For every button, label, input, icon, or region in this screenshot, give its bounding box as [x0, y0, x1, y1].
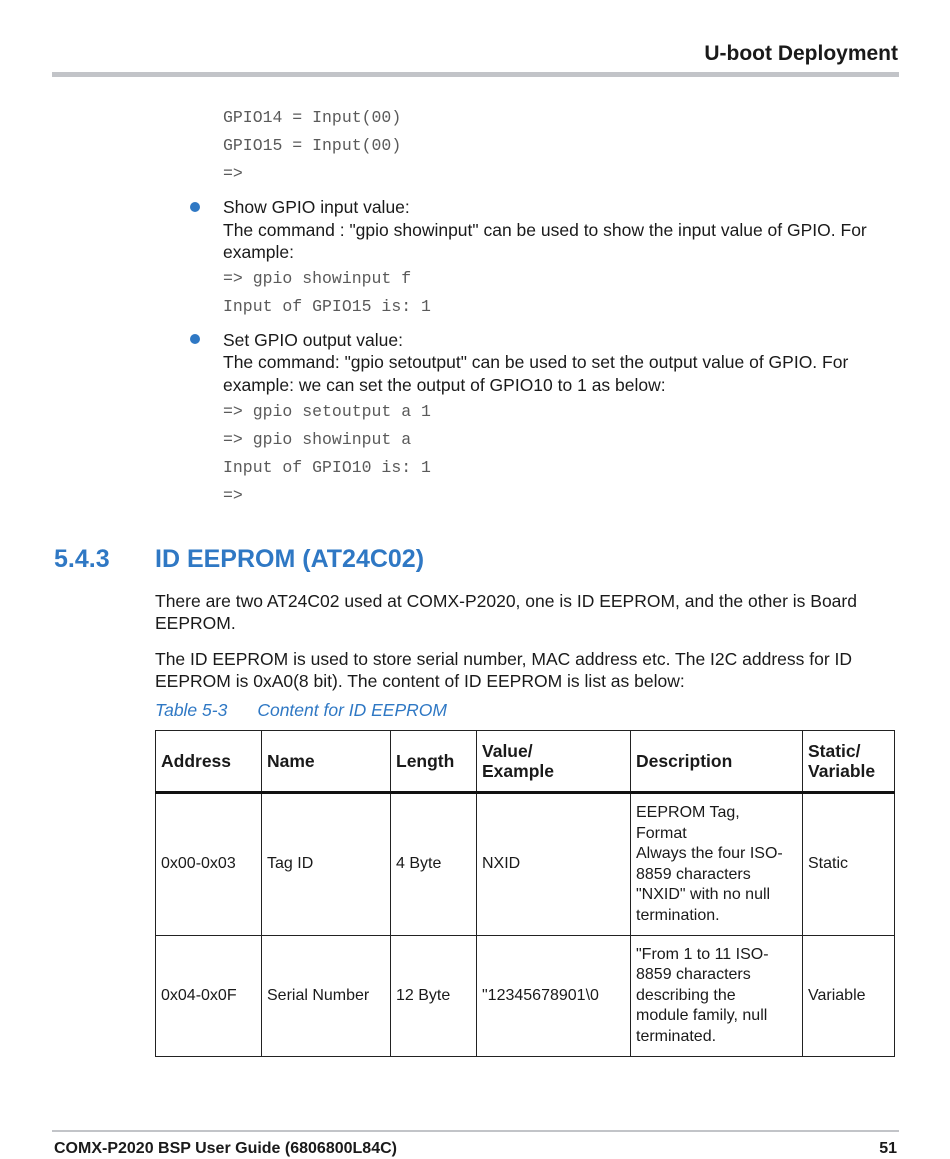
table-cell: 0x00-0x03: [156, 793, 262, 936]
footer-rule: [52, 1130, 899, 1132]
table-cell: "12345678901\0: [477, 936, 631, 1057]
table-cell: Static: [803, 793, 895, 936]
code-line: Input of GPIO15 is: 1: [223, 297, 431, 316]
bullet-heading: Set GPIO output value:: [223, 330, 403, 350]
column-header-description: Description: [631, 731, 803, 793]
paragraph-line: The ID EEPROM is used to store serial number, MAC address etc. The I2C address for ID: [155, 649, 853, 669]
column-header-value: Value/ Example: [477, 731, 631, 793]
bullet-heading: Show GPIO input value:: [223, 197, 410, 217]
table-row: [156, 793, 895, 936]
table-cell: Serial Number: [262, 936, 391, 1057]
table-cell: 12 Byte: [391, 936, 477, 1057]
bullet-text: example:: [223, 242, 295, 262]
code-line: GPIO15 = Input(00): [223, 136, 402, 155]
section-title: ID EEPROM (AT24C02): [155, 545, 425, 573]
code-line: => gpio showinput a: [223, 430, 412, 449]
bullet-dot: [190, 202, 200, 212]
table-cell: NXID: [477, 793, 631, 936]
paragraph-line: There are two AT24C02 used at COMX-P2020, one is ID EEPROM, and the other is Board: [155, 591, 857, 611]
caption-title: Content for ID EEPROM: [257, 700, 447, 720]
code-line: =>: [223, 486, 243, 505]
eeprom-content-table: [155, 730, 895, 1057]
code-line: GPIO14 = Input(00): [223, 108, 402, 127]
table-cell: EEPROM Tag, Format Always the four ISO- 8859 characters "NXID" with no null termination.: [631, 793, 803, 936]
paragraph-line: EEPROM.: [155, 613, 236, 633]
caption-label: Table 5-3: [155, 700, 228, 720]
code-line: => gpio showinput f: [223, 269, 412, 288]
table-cell: Tag ID: [262, 793, 391, 936]
table-row: [156, 936, 895, 1057]
code-line: => gpio setoutput a 1: [223, 402, 431, 421]
section-number: 5.4.3: [54, 545, 110, 573]
column-header-static-variable: Static/ Variable: [803, 731, 895, 793]
bullet-text: The command: "gpio setoutput" can be used to set the output value of GPIO. For: [223, 352, 849, 372]
code-line: =>: [223, 164, 243, 183]
table-caption: [155, 700, 447, 721]
page-number: 51: [879, 1140, 897, 1157]
table-cell: 0x04-0x0F: [156, 936, 262, 1057]
bullet-dot: [190, 334, 200, 344]
column-header-address: Address: [156, 731, 262, 793]
table-cell: 4 Byte: [391, 793, 477, 936]
header-rule: [52, 72, 899, 77]
column-header-name: Name: [262, 731, 391, 793]
footer-document-title: COMX-P2020 BSP User Guide (6806800L84C): [54, 1140, 397, 1157]
page-header-title: U-boot Deployment: [704, 42, 898, 65]
table-cell: Variable: [803, 936, 895, 1057]
column-header-length: Length: [391, 731, 477, 793]
code-line: Input of GPIO10 is: 1: [223, 458, 431, 477]
table-header-row: [156, 731, 895, 793]
bullet-text: example: we can set the output of GPIO10 to 1 as below:: [223, 375, 666, 395]
paragraph-line: EEPROM is 0xA0(8 bit). The content of ID EEPROM is list as below:: [155, 671, 685, 691]
bullet-text: The command : "gpio showinput" can be used to show the input value of GPIO. For: [223, 220, 867, 240]
table-cell: "From 1 to 11 ISO- 8859 characters describing the module family, null terminated.: [631, 936, 803, 1057]
